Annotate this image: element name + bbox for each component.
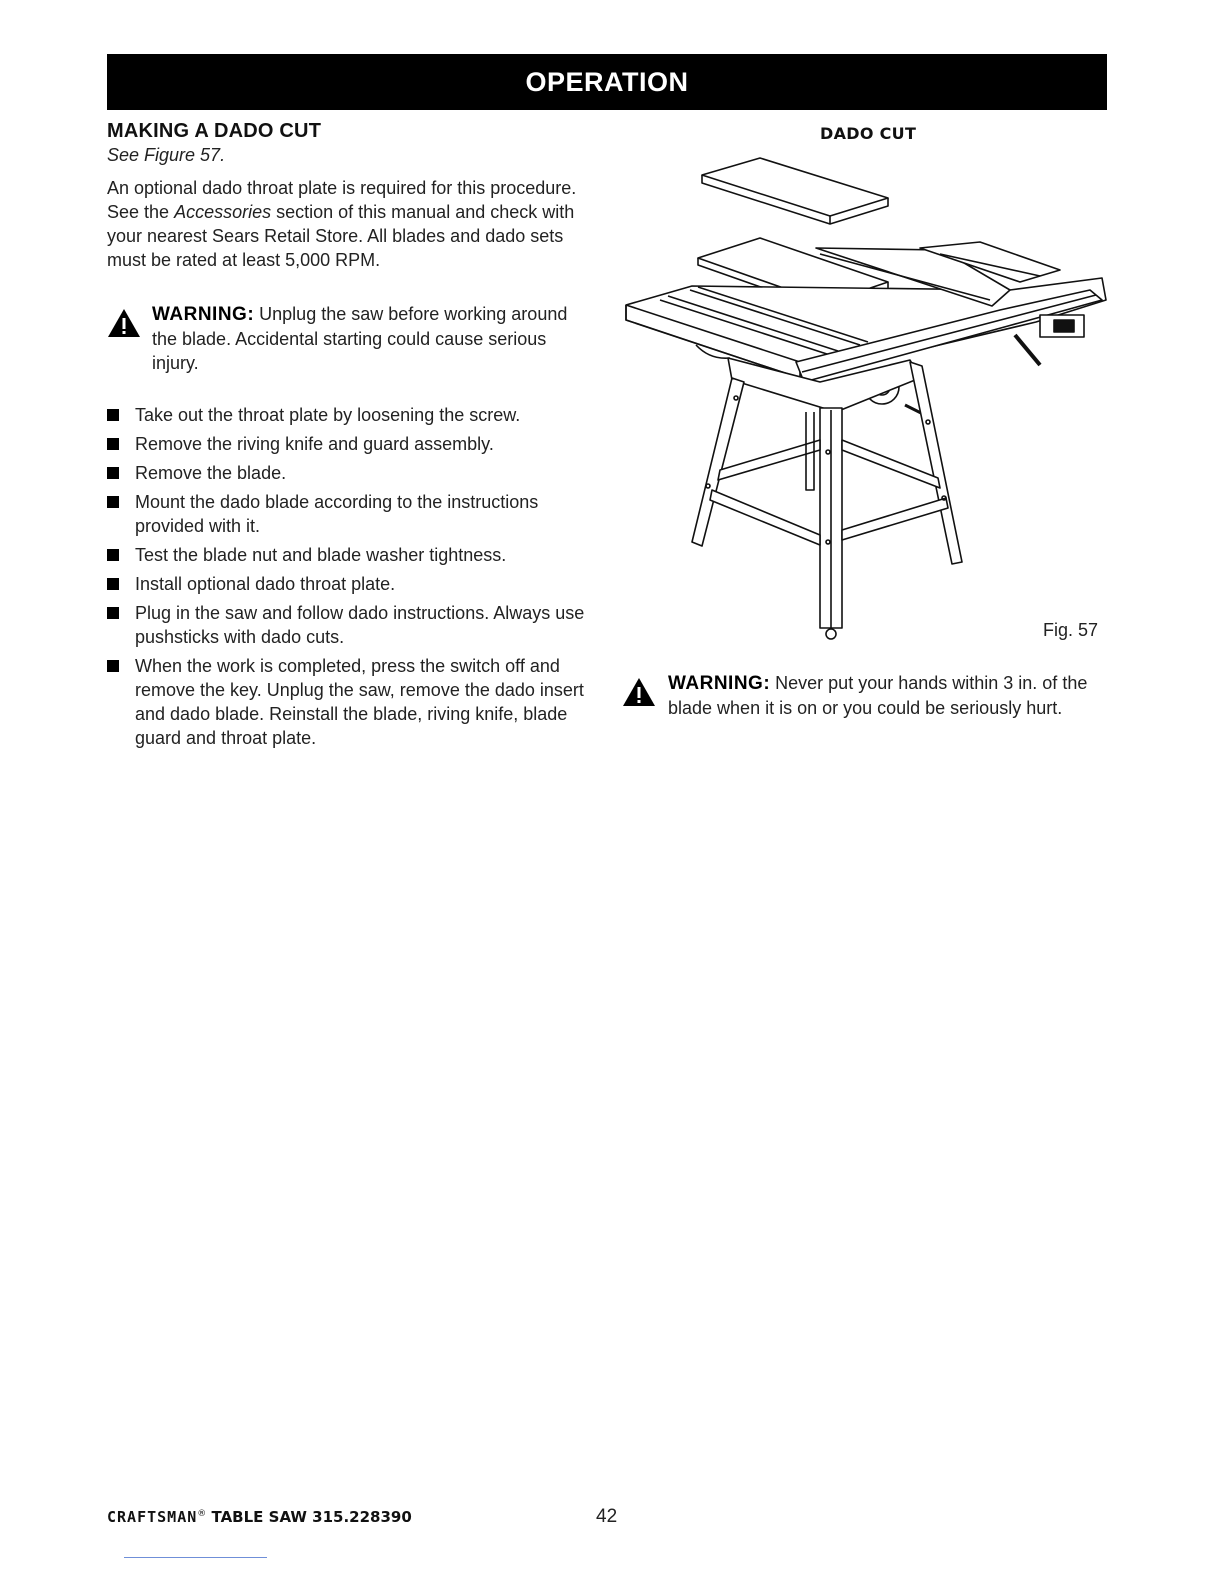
list-item: Mount the dado blade according to the instructions provided with it. — [107, 490, 597, 538]
list-item: Install optional dado throat plate. — [107, 572, 597, 596]
steps-list — [107, 403, 597, 750]
intro-text-2: section of this manual and check with your nearest Sears Retail Store. All blades and dado sets must be rated at least 5,000 RPM. — [107, 202, 575, 270]
banner-title: OPERATION — [525, 66, 689, 97]
warning-label: WARNING: — [668, 673, 771, 694]
warning-label: WARNING: — [152, 304, 255, 325]
list-item: Plug in the saw and follow dado instructions. Always use pushsticks with dado cuts. — [107, 601, 597, 649]
model-text: TABLE SAW 315.228390 — [206, 1508, 412, 1526]
warning-text: Never put your hands within 3 in. of the blade when it is on or you could be seriously hurt. — [668, 673, 1088, 718]
bullet-square-icon — [107, 496, 119, 508]
bullet-square-icon — [107, 660, 119, 672]
bullet-square-icon — [107, 607, 119, 619]
warning-unplug — [107, 302, 597, 375]
intro-text-1: An optional dado throat plate is required for this procedure. See the — [107, 178, 577, 222]
intro-paragraph — [107, 176, 597, 272]
see-figure-reference: See Figure 57. — [107, 145, 226, 165]
list-item: Take out the throat plate by loosening the screw. — [107, 403, 597, 427]
list-item: Remove the blade. — [107, 461, 597, 485]
bullet-square-icon — [107, 549, 119, 561]
warning-icon — [622, 677, 656, 707]
list-item: Remove the riving knife and guard assembly. — [107, 432, 597, 456]
section-title: MAKING A DADO CUT — [107, 120, 322, 142]
registered-mark: ® — [197, 1509, 207, 1519]
bullet-square-icon — [107, 467, 119, 479]
figure-label: Fig. 57 — [1043, 620, 1099, 640]
figure-title: DADO CUT — [820, 124, 917, 143]
bullet-square-icon — [107, 578, 119, 590]
bullet-square-icon — [107, 438, 119, 450]
section-banner — [107, 54, 1107, 110]
table-saw-illustration — [620, 150, 1110, 640]
warning-hands — [620, 671, 1110, 720]
warning-text: Unplug the saw before working around the blade. Accidental starting could cause serious injury. — [152, 304, 568, 373]
intro-accessories: Accessories — [174, 202, 272, 222]
footer-model — [107, 1508, 412, 1526]
brand-name: CRAFTSMAN — [107, 1508, 198, 1526]
bullet-square-icon — [107, 409, 119, 421]
list-item: When the work is completed, press the switch off and remove the key. Unplug the saw, remove the dado insert and dado blade. Reinstall the blade, riving knife, blade guard and throat plate. — [107, 654, 597, 750]
page-number: 42 — [596, 1506, 618, 1527]
warning-icon — [107, 308, 141, 338]
divider — [124, 1557, 267, 1558]
left-column — [107, 120, 597, 755]
list-item: Test the blade nut and blade washer tightness. — [107, 543, 597, 567]
